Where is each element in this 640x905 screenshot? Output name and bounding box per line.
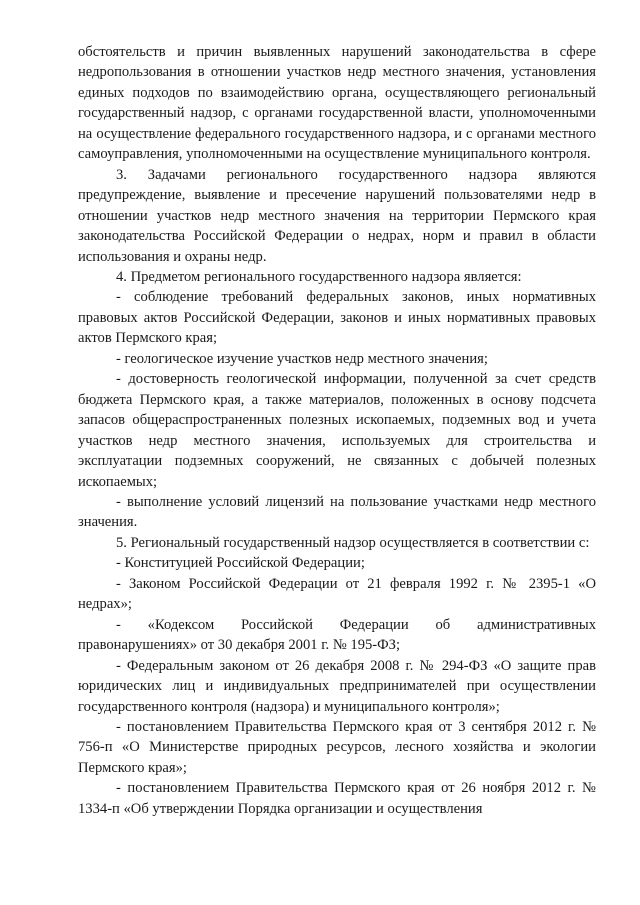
paragraph-2: 3. Задачами регионального государственного надзора являются предупреждение, выявление и пресечение нарушений пользователями недр в отношении участков недр местного значения на территории Пермского края законодательства Российской Федерации о недрах, норм и правил в области использования и охраны недр. <box>78 166 596 265</box>
paragraph-8: 5. Региональный государственный надзор осуществляется в соответствии с: <box>116 534 590 551</box>
paragraph-11: - «Кодексом Российской Федерации об административных правонарушениях» от 30 декабря 2001 г. № 195-ФЗ; <box>78 616 596 654</box>
paragraph-9: - Конституцией Российской Федерации; <box>116 555 365 572</box>
paragraph-6: - достоверность геологической информации, полученной за счет средств бюджета Пермского края, а также материалов, положенных в основу подсчета запасов общераспространенных полезных ископаемых, подземных вод и учета участков недр местного значения, используемых для строительства и эксплуатации подземных сооружений, не связанных с добычей полезных ископаемых; <box>78 371 596 490</box>
paragraph-14: - постановлением Правительства Пермского края от 26 ноября 2012 г. № 1334-п «Об утверждении Порядка организации и осуществления <box>78 780 596 817</box>
paragraph-10: - Законом Российской Федерации от 21 февраля 1992 г. № 2395-1 «О недрах»; <box>78 575 596 613</box>
paragraph-7: - выполнение условий лицензий на пользование участками недр местного значения. <box>78 493 596 531</box>
document-body <box>78 42 596 819</box>
paragraph-4: - соблюдение требований федеральных законов, иных нормативных правовых актов Российской Федерации, законов и иных нормативных правовых актов Пермского края; <box>78 289 596 347</box>
paragraph-5: - геологическое изучение участков недр местного значения; <box>116 350 488 367</box>
paragraph-3: 4. Предметом регионального государственного надзора является: <box>116 268 522 285</box>
paragraph-1: обстоятельств и причин выявленных нарушений законодательства в сфере недропользования в отношении участков недр местного значения, установления единых подходов по взаимодействию органа, осуществляющего региональный государственный надзор, с органами государственной власти, уполномоченными на осуществление федерального государственного надзора, и с органами местного самоуправления, уполномоченными на осуществление муниципального контроля. <box>78 44 596 163</box>
paragraph-12: - Федеральным законом от 26 декабря 2008 г. № 294-ФЗ «О защите прав юридических лиц и индивидуальных предпринимателей при осуществлении государственного контроля (надзора) и муниципального контроля»; <box>78 657 596 715</box>
paragraph-13: - постановлением Правительства Пермского края от 3 сентября 2012 г. № 756-п «О Министерстве природных ресурсов, лесного хозяйства и экологии Пермского края»; <box>78 718 596 776</box>
